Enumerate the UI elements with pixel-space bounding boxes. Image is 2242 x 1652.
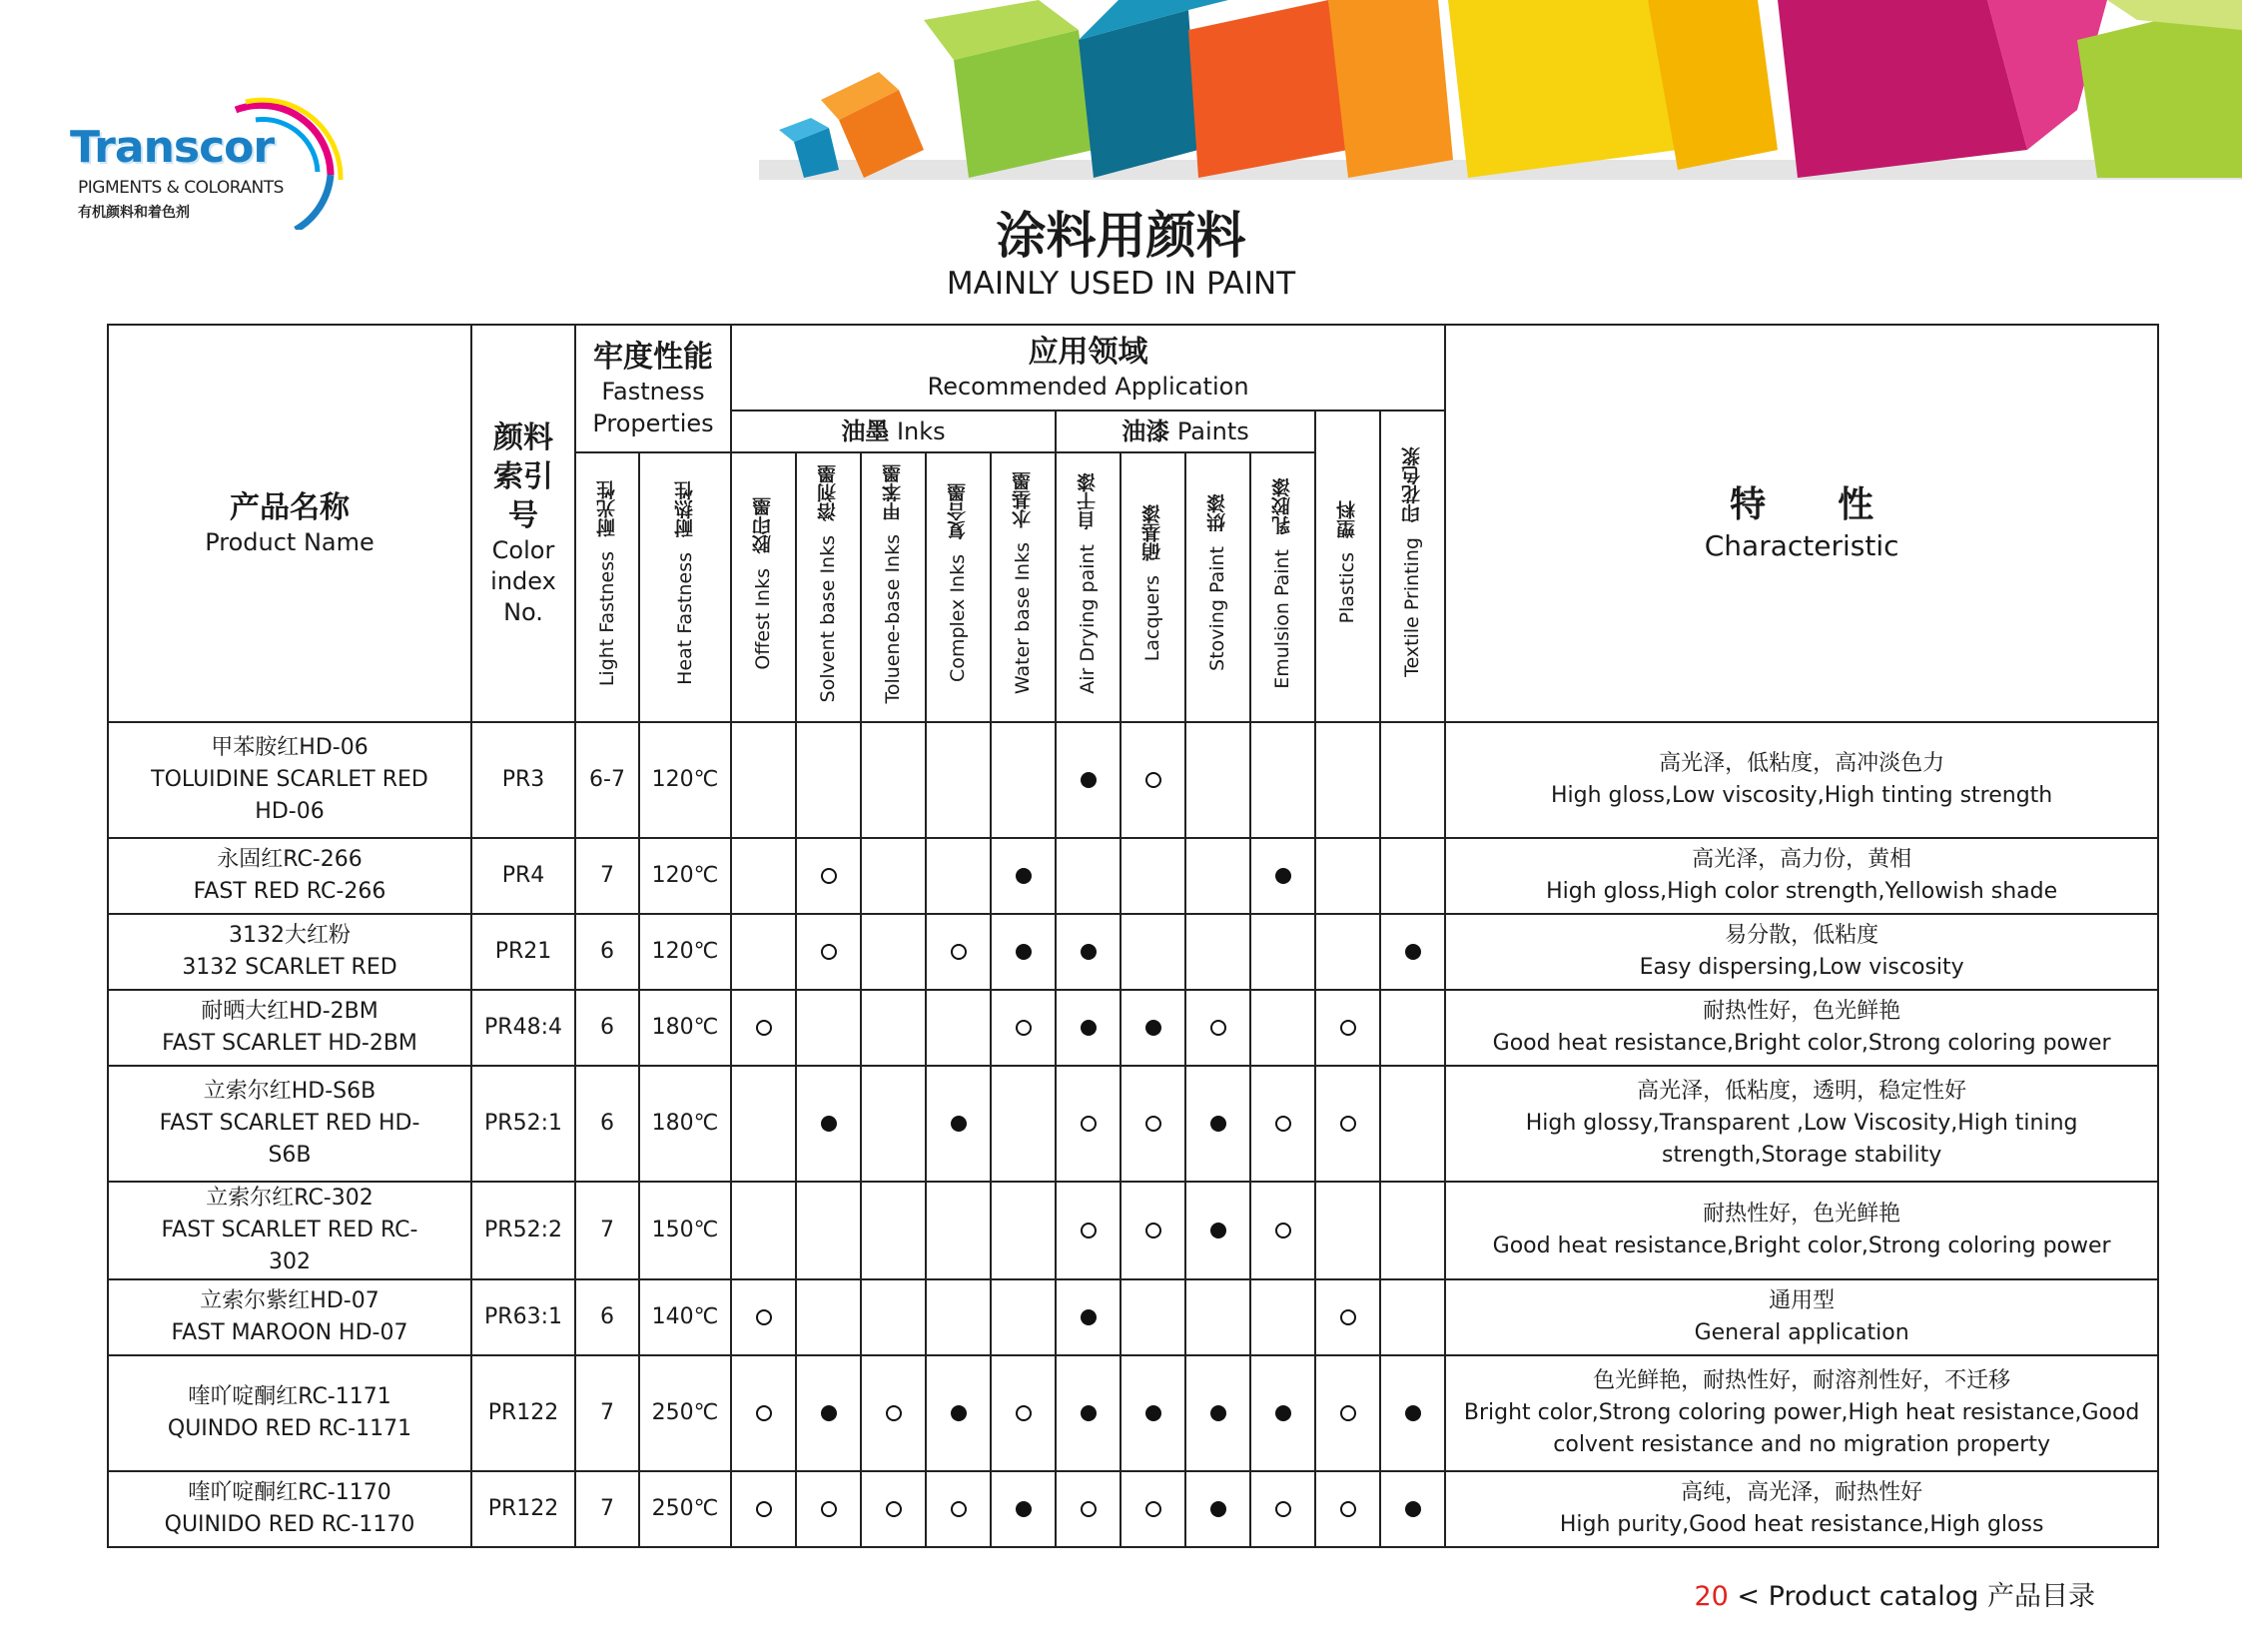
product-name-cell <box>108 914 471 990</box>
product-name-cell <box>108 1279 471 1355</box>
product-name-zh: 永固红RC-266 <box>217 847 363 873</box>
header-col-complex: Complex Inks复合墨 <box>926 452 991 722</box>
characteristic-cell <box>1445 1182 2158 1279</box>
application-cell <box>1250 1279 1315 1355</box>
open-circle-icon <box>951 1501 967 1517</box>
color-index-cell: PR21 <box>471 914 575 990</box>
open-circle-icon <box>1340 1116 1356 1132</box>
characteristic-cell <box>1445 1279 2158 1355</box>
open-circle-icon <box>1145 1223 1161 1239</box>
filled-circle-icon <box>1081 1309 1097 1325</box>
characteristic-en: High glossy,Transparent ,Low Viscosity,High tining strength,Storage stability <box>1525 1111 2078 1168</box>
application-cell <box>1056 1066 1121 1182</box>
open-circle-icon <box>886 1501 902 1517</box>
application-cell <box>1250 1182 1315 1279</box>
open-circle-icon <box>1016 1405 1032 1421</box>
application-cell <box>1380 1279 1445 1355</box>
product-name-en: QUINIDO RED RC-1170 <box>164 1511 415 1537</box>
application-cell <box>861 838 926 914</box>
application-cell <box>1121 914 1185 990</box>
product-name-en: FAST SCARLET RED RC-302 <box>161 1217 418 1274</box>
application-cell <box>796 722 861 838</box>
application-cell <box>796 914 861 990</box>
application-cell <box>861 914 926 990</box>
filled-circle-icon <box>1210 1501 1226 1517</box>
product-name-cell <box>108 1182 471 1279</box>
color-index-cell: PR4 <box>471 838 575 914</box>
application-cell <box>926 914 991 990</box>
characteristic-en: Bright color,Strong coloring power,High heat resistance,Good colvent resistance and no migration property <box>1463 1399 2140 1457</box>
application-cell <box>1380 838 1445 914</box>
application-cell <box>796 1279 861 1355</box>
filled-circle-icon <box>1405 1405 1421 1421</box>
product-name-cell <box>108 722 471 838</box>
open-circle-icon <box>756 1020 772 1036</box>
application-cell <box>926 722 991 838</box>
filled-circle-icon <box>1275 1405 1291 1421</box>
open-circle-icon <box>886 1405 902 1421</box>
table-body <box>108 722 2158 1547</box>
application-cell <box>1056 1279 1121 1355</box>
application-cell <box>796 1066 861 1182</box>
header-application: 应用领域 Recommended Application <box>731 325 1445 411</box>
filled-circle-icon <box>1145 1405 1161 1421</box>
open-circle-icon <box>1340 1405 1356 1421</box>
filled-circle-icon <box>1081 772 1097 788</box>
characteristic-cell <box>1445 914 2158 990</box>
characteristic-en: General application <box>1694 1319 1909 1345</box>
application-cell <box>1121 1066 1185 1182</box>
product-name-en: FAST SCARLET RED HD-S6B <box>159 1111 420 1168</box>
page-footer <box>1694 1574 2095 1613</box>
product-name-cell <box>108 990 471 1066</box>
application-cell <box>1250 914 1315 990</box>
application-cell <box>1056 1471 1121 1547</box>
characteristic-en: Easy dispersing,Low viscosity <box>1639 955 1964 980</box>
open-circle-icon <box>1145 1501 1161 1517</box>
heat-fastness-cell: 250℃ <box>639 1355 731 1471</box>
application-cell <box>991 1471 1056 1547</box>
application-cell <box>731 1066 796 1182</box>
characteristic-cell <box>1445 990 2158 1066</box>
application-cell <box>926 1355 991 1471</box>
header-color-index: 颜料索引号 Color index No. <box>471 325 575 722</box>
characteristic-zh: 耐热性好，色光鲜艳 <box>1703 1201 1901 1227</box>
table-row <box>108 1471 2158 1547</box>
application-cell <box>1250 722 1315 838</box>
heat-fastness-cell: 180℃ <box>639 990 731 1066</box>
light-fastness-cell: 6-7 <box>575 722 639 838</box>
footer-text: < Product catalog 产品目录 <box>1728 1581 2095 1612</box>
application-cell <box>861 1471 926 1547</box>
application-cell <box>796 1471 861 1547</box>
application-cell <box>731 722 796 838</box>
application-cell <box>796 1182 861 1279</box>
header-col-toluene: Toluene-base Inks甲苯墨 <box>861 452 926 722</box>
application-cell <box>1121 1279 1185 1355</box>
application-cell <box>1121 1355 1185 1471</box>
page-title-en: MAINLY USED IN PAINT <box>946 266 1296 302</box>
table-row <box>108 1066 2158 1182</box>
open-circle-icon <box>951 944 967 960</box>
application-cell <box>1185 914 1250 990</box>
open-circle-icon <box>1275 1501 1291 1517</box>
filled-circle-icon <box>1145 1020 1161 1036</box>
filled-circle-icon <box>821 1116 837 1132</box>
application-cell <box>1380 722 1445 838</box>
open-circle-icon <box>1340 1020 1356 1036</box>
table-row <box>108 914 2158 990</box>
open-circle-icon <box>1210 1020 1226 1036</box>
open-circle-icon <box>756 1309 772 1325</box>
open-circle-icon <box>1145 1116 1161 1132</box>
characteristic-en: High gloss,Low viscosity,High tinting strength <box>1551 783 2053 808</box>
application-cell <box>1121 1471 1185 1547</box>
open-circle-icon <box>1145 772 1161 788</box>
product-name-zh: 立索尔红RC-302 <box>206 1186 374 1211</box>
header-col-lacquers: Lacquers硝基漆 <box>1121 452 1185 722</box>
product-name-cell <box>108 1355 471 1471</box>
header-col-air-drying: Air Drying paint自干漆 <box>1056 452 1121 722</box>
filled-circle-icon <box>1275 868 1291 884</box>
header-col-solvent: Solvent base Inks溶剂墨 <box>796 452 861 722</box>
characteristic-cell <box>1445 1471 2158 1547</box>
pigment-table <box>107 324 2159 1548</box>
table-row <box>108 1279 2158 1355</box>
characteristic-zh: 高光泽，低粘度，透明，稳定性好 <box>1637 1079 1967 1105</box>
application-cell <box>1250 1471 1315 1547</box>
characteristic-cell <box>1445 722 2158 838</box>
product-name-en: FAST RED RC-266 <box>193 879 386 904</box>
application-cell <box>1121 722 1185 838</box>
product-name-zh: 立索尔紫红HD-07 <box>200 1287 379 1313</box>
application-cell <box>1380 1066 1445 1182</box>
color-index-cell: PR63:1 <box>471 1279 575 1355</box>
application-cell <box>1315 914 1380 990</box>
application-cell <box>926 1279 991 1355</box>
application-cell <box>1315 722 1380 838</box>
application-cell <box>1315 990 1380 1066</box>
characteristic-zh: 通用型 <box>1769 1287 1836 1313</box>
application-cell <box>991 838 1056 914</box>
application-cell <box>1185 838 1250 914</box>
filled-circle-icon <box>1210 1405 1226 1421</box>
header-paints: 油漆 Paints <box>1056 411 1315 452</box>
heat-fastness-cell: 150℃ <box>639 1182 731 1279</box>
header-col-offset: Offest Inks胶印墨 <box>731 452 796 722</box>
application-cell <box>796 1355 861 1471</box>
product-name-zh: 甲苯胺红HD-06 <box>211 735 369 761</box>
filled-circle-icon <box>1081 1405 1097 1421</box>
color-index-cell: PR122 <box>471 1471 575 1547</box>
application-cell <box>1250 990 1315 1066</box>
product-name-en: 3132 SCARLET RED <box>182 955 397 980</box>
open-circle-icon <box>756 1405 772 1421</box>
header-product-name: 产品名称 Product Name <box>108 325 471 722</box>
characteristic-en: Good heat resistance,Bright color,Strong coloring power <box>1492 1233 2111 1258</box>
product-name-zh: 耐晒大红HD-2BM <box>201 999 378 1025</box>
page-title-zh: 涂料用颜料 <box>996 207 1246 265</box>
application-cell <box>731 1355 796 1471</box>
open-circle-icon <box>756 1501 772 1517</box>
header-col-plastics: Plastics塑料 <box>1315 411 1380 722</box>
application-cell <box>1185 1355 1250 1471</box>
application-cell <box>731 990 796 1066</box>
filled-circle-icon <box>1210 1116 1226 1132</box>
characteristic-zh: 高纯，高光泽，耐热性好 <box>1681 1479 1923 1505</box>
light-fastness-cell: 7 <box>575 1355 639 1471</box>
product-name-zh: 喹吖啶酮红RC-1171 <box>188 1383 391 1409</box>
application-cell <box>796 990 861 1066</box>
characteristic-zh: 高光泽，高力份，黄相 <box>1692 847 1912 873</box>
application-cell <box>861 1355 926 1471</box>
product-name-cell <box>108 838 471 914</box>
light-fastness-cell: 6 <box>575 914 639 990</box>
heat-fastness-cell: 180℃ <box>639 1066 731 1182</box>
product-name-cell <box>108 1471 471 1547</box>
application-cell <box>1056 990 1121 1066</box>
header-col-emulsion: Emulsion Paint乳胶漆 <box>1250 452 1315 722</box>
product-name-zh: 3132大红粉 <box>229 923 351 949</box>
application-cell <box>861 1182 926 1279</box>
logo-subtitle-en: PIGMENTS & COLORANTS <box>78 178 284 198</box>
table-row <box>108 990 2158 1066</box>
application-cell <box>1185 990 1250 1066</box>
application-cell <box>731 1471 796 1547</box>
application-cell <box>1250 838 1315 914</box>
open-circle-icon <box>1081 1501 1097 1517</box>
filled-circle-icon <box>951 1116 967 1132</box>
heat-fastness-cell: 120℃ <box>639 838 731 914</box>
open-circle-icon <box>1340 1309 1356 1325</box>
filled-circle-icon <box>1210 1223 1226 1239</box>
application-cell <box>926 990 991 1066</box>
product-name-zh: 立索尔红HD-S6B <box>203 1079 376 1105</box>
application-cell <box>1250 1355 1315 1471</box>
header-col-heat: Heat Fastness耐热性 <box>639 452 731 722</box>
light-fastness-cell: 6 <box>575 1066 639 1182</box>
header-col-textile: Textile Printing印花色浆 <box>1380 411 1445 722</box>
filled-circle-icon <box>951 1405 967 1421</box>
characteristic-en: Good heat resistance,Bright color,Strong coloring power <box>1492 1031 2111 1056</box>
product-name-en: FAST SCARLET HD-2BM <box>162 1031 417 1056</box>
heat-fastness-cell: 140℃ <box>639 1279 731 1355</box>
application-cell <box>731 838 796 914</box>
application-cell <box>1121 990 1185 1066</box>
product-name-cell <box>108 1066 471 1182</box>
header-col-light: Light Fastness耐光性 <box>575 452 639 722</box>
application-cell <box>1315 1279 1380 1355</box>
open-circle-icon <box>1340 1501 1356 1517</box>
light-fastness-cell: 7 <box>575 1182 639 1279</box>
application-cell <box>991 722 1056 838</box>
application-cell <box>731 1279 796 1355</box>
filled-circle-icon <box>1405 944 1421 960</box>
open-circle-icon <box>821 944 837 960</box>
heat-fastness-cell: 120℃ <box>639 722 731 838</box>
page-number: 20 <box>1694 1581 1729 1612</box>
open-circle-icon <box>821 868 837 884</box>
application-cell <box>1185 1471 1250 1547</box>
color-index-cell: PR52:2 <box>471 1182 575 1279</box>
characteristic-zh: 易分散，低粘度 <box>1725 923 1879 949</box>
application-cell <box>861 1066 926 1182</box>
color-index-cell: PR122 <box>471 1355 575 1471</box>
characteristic-en: High gloss,High color strength,Yellowish shade <box>1546 879 2058 904</box>
characteristic-zh: 高光泽，低粘度，高冲淡色力 <box>1659 751 1945 777</box>
header-characteristic: 特 性 Characteristic <box>1445 325 2158 722</box>
light-fastness-cell: 6 <box>575 990 639 1066</box>
logo-subtitle-zh: 有机颜料和着色剂 <box>78 205 190 221</box>
table-row <box>108 1355 2158 1471</box>
characteristic-en: High purity,Good heat resistance,High gloss <box>1559 1511 2044 1537</box>
application-cell <box>1056 914 1121 990</box>
filled-circle-icon <box>1016 944 1032 960</box>
header-inks: 油墨 Inks <box>731 411 1056 452</box>
filled-circle-icon <box>1081 944 1097 960</box>
filled-circle-icon <box>821 1405 837 1421</box>
application-cell <box>1380 1471 1445 1547</box>
logo-wordmark: Transcor <box>70 122 275 173</box>
table-row <box>108 1182 2158 1279</box>
product-name-en: QUINDO RED RC-1171 <box>167 1415 412 1441</box>
open-circle-icon <box>821 1501 837 1517</box>
filled-circle-icon <box>1016 1501 1032 1517</box>
application-cell <box>1250 1066 1315 1182</box>
product-name-en: TOLUIDINE SCARLET RED HD-06 <box>151 767 428 824</box>
application-cell <box>861 1279 926 1355</box>
application-cell <box>1121 838 1185 914</box>
application-cell <box>1380 914 1445 990</box>
application-cell <box>926 1066 991 1182</box>
application-cell <box>861 990 926 1066</box>
open-circle-icon <box>1016 1020 1032 1036</box>
application-cell <box>1380 990 1445 1066</box>
light-fastness-cell: 7 <box>575 838 639 914</box>
application-cell <box>1185 1066 1250 1182</box>
product-name-zh: 喹吖啶酮红RC-1170 <box>188 1479 391 1505</box>
color-index-cell: PR3 <box>471 722 575 838</box>
color-index-cell: PR52:1 <box>471 1066 575 1182</box>
open-circle-icon <box>1081 1116 1097 1132</box>
table-row <box>108 838 2158 914</box>
application-cell <box>1315 1355 1380 1471</box>
filled-circle-icon <box>1016 868 1032 884</box>
application-cell <box>731 1182 796 1279</box>
application-cell <box>991 914 1056 990</box>
characteristic-cell <box>1445 1066 2158 1182</box>
application-cell <box>731 914 796 990</box>
application-cell <box>861 722 926 838</box>
application-cell <box>796 838 861 914</box>
heat-fastness-cell: 250℃ <box>639 1471 731 1547</box>
color-index-cell: PR48:4 <box>471 990 575 1066</box>
application-cell <box>926 838 991 914</box>
application-cell <box>926 1182 991 1279</box>
application-cell <box>1185 1182 1250 1279</box>
application-cell <box>1056 1182 1121 1279</box>
application-cell <box>1315 1066 1380 1182</box>
characteristic-zh: 色光鲜艳，耐热性好，耐溶剂性好，不迁移 <box>1593 1367 2011 1393</box>
application-cell <box>1185 722 1250 838</box>
open-circle-icon <box>1275 1223 1291 1239</box>
header-fastness: 牢度性能 Fastness Properties <box>575 325 731 452</box>
filled-circle-icon <box>1405 1501 1421 1517</box>
application-cell <box>1056 838 1121 914</box>
application-cell <box>1056 1355 1121 1471</box>
application-cell <box>1056 722 1121 838</box>
heat-fastness-cell: 120℃ <box>639 914 731 990</box>
application-cell <box>1380 1355 1445 1471</box>
light-fastness-cell: 7 <box>575 1471 639 1547</box>
characteristic-cell <box>1445 1355 2158 1471</box>
application-cell <box>1380 1182 1445 1279</box>
characteristic-zh: 耐热性好，色光鲜艳 <box>1703 999 1901 1025</box>
application-cell <box>1315 1471 1380 1547</box>
product-name-en: FAST MAROON HD-07 <box>171 1319 408 1345</box>
application-cell <box>1315 1182 1380 1279</box>
characteristic-cell <box>1445 838 2158 914</box>
header-col-stoving: Stoving Paint烘漆 <box>1185 452 1250 722</box>
application-cell <box>991 1279 1056 1355</box>
application-cell <box>991 990 1056 1066</box>
application-cell <box>926 1471 991 1547</box>
application-cell <box>1121 1182 1185 1279</box>
application-cell <box>991 1182 1056 1279</box>
light-fastness-cell: 6 <box>575 1279 639 1355</box>
open-circle-icon <box>1275 1116 1291 1132</box>
table-row <box>108 722 2158 838</box>
application-cell <box>991 1355 1056 1471</box>
header-col-water: Water base Inks水基墨 <box>991 452 1056 722</box>
application-cell <box>1315 838 1380 914</box>
open-circle-icon <box>1081 1223 1097 1239</box>
application-cell <box>991 1066 1056 1182</box>
application-cell <box>1185 1279 1250 1355</box>
filled-circle-icon <box>1081 1020 1097 1036</box>
